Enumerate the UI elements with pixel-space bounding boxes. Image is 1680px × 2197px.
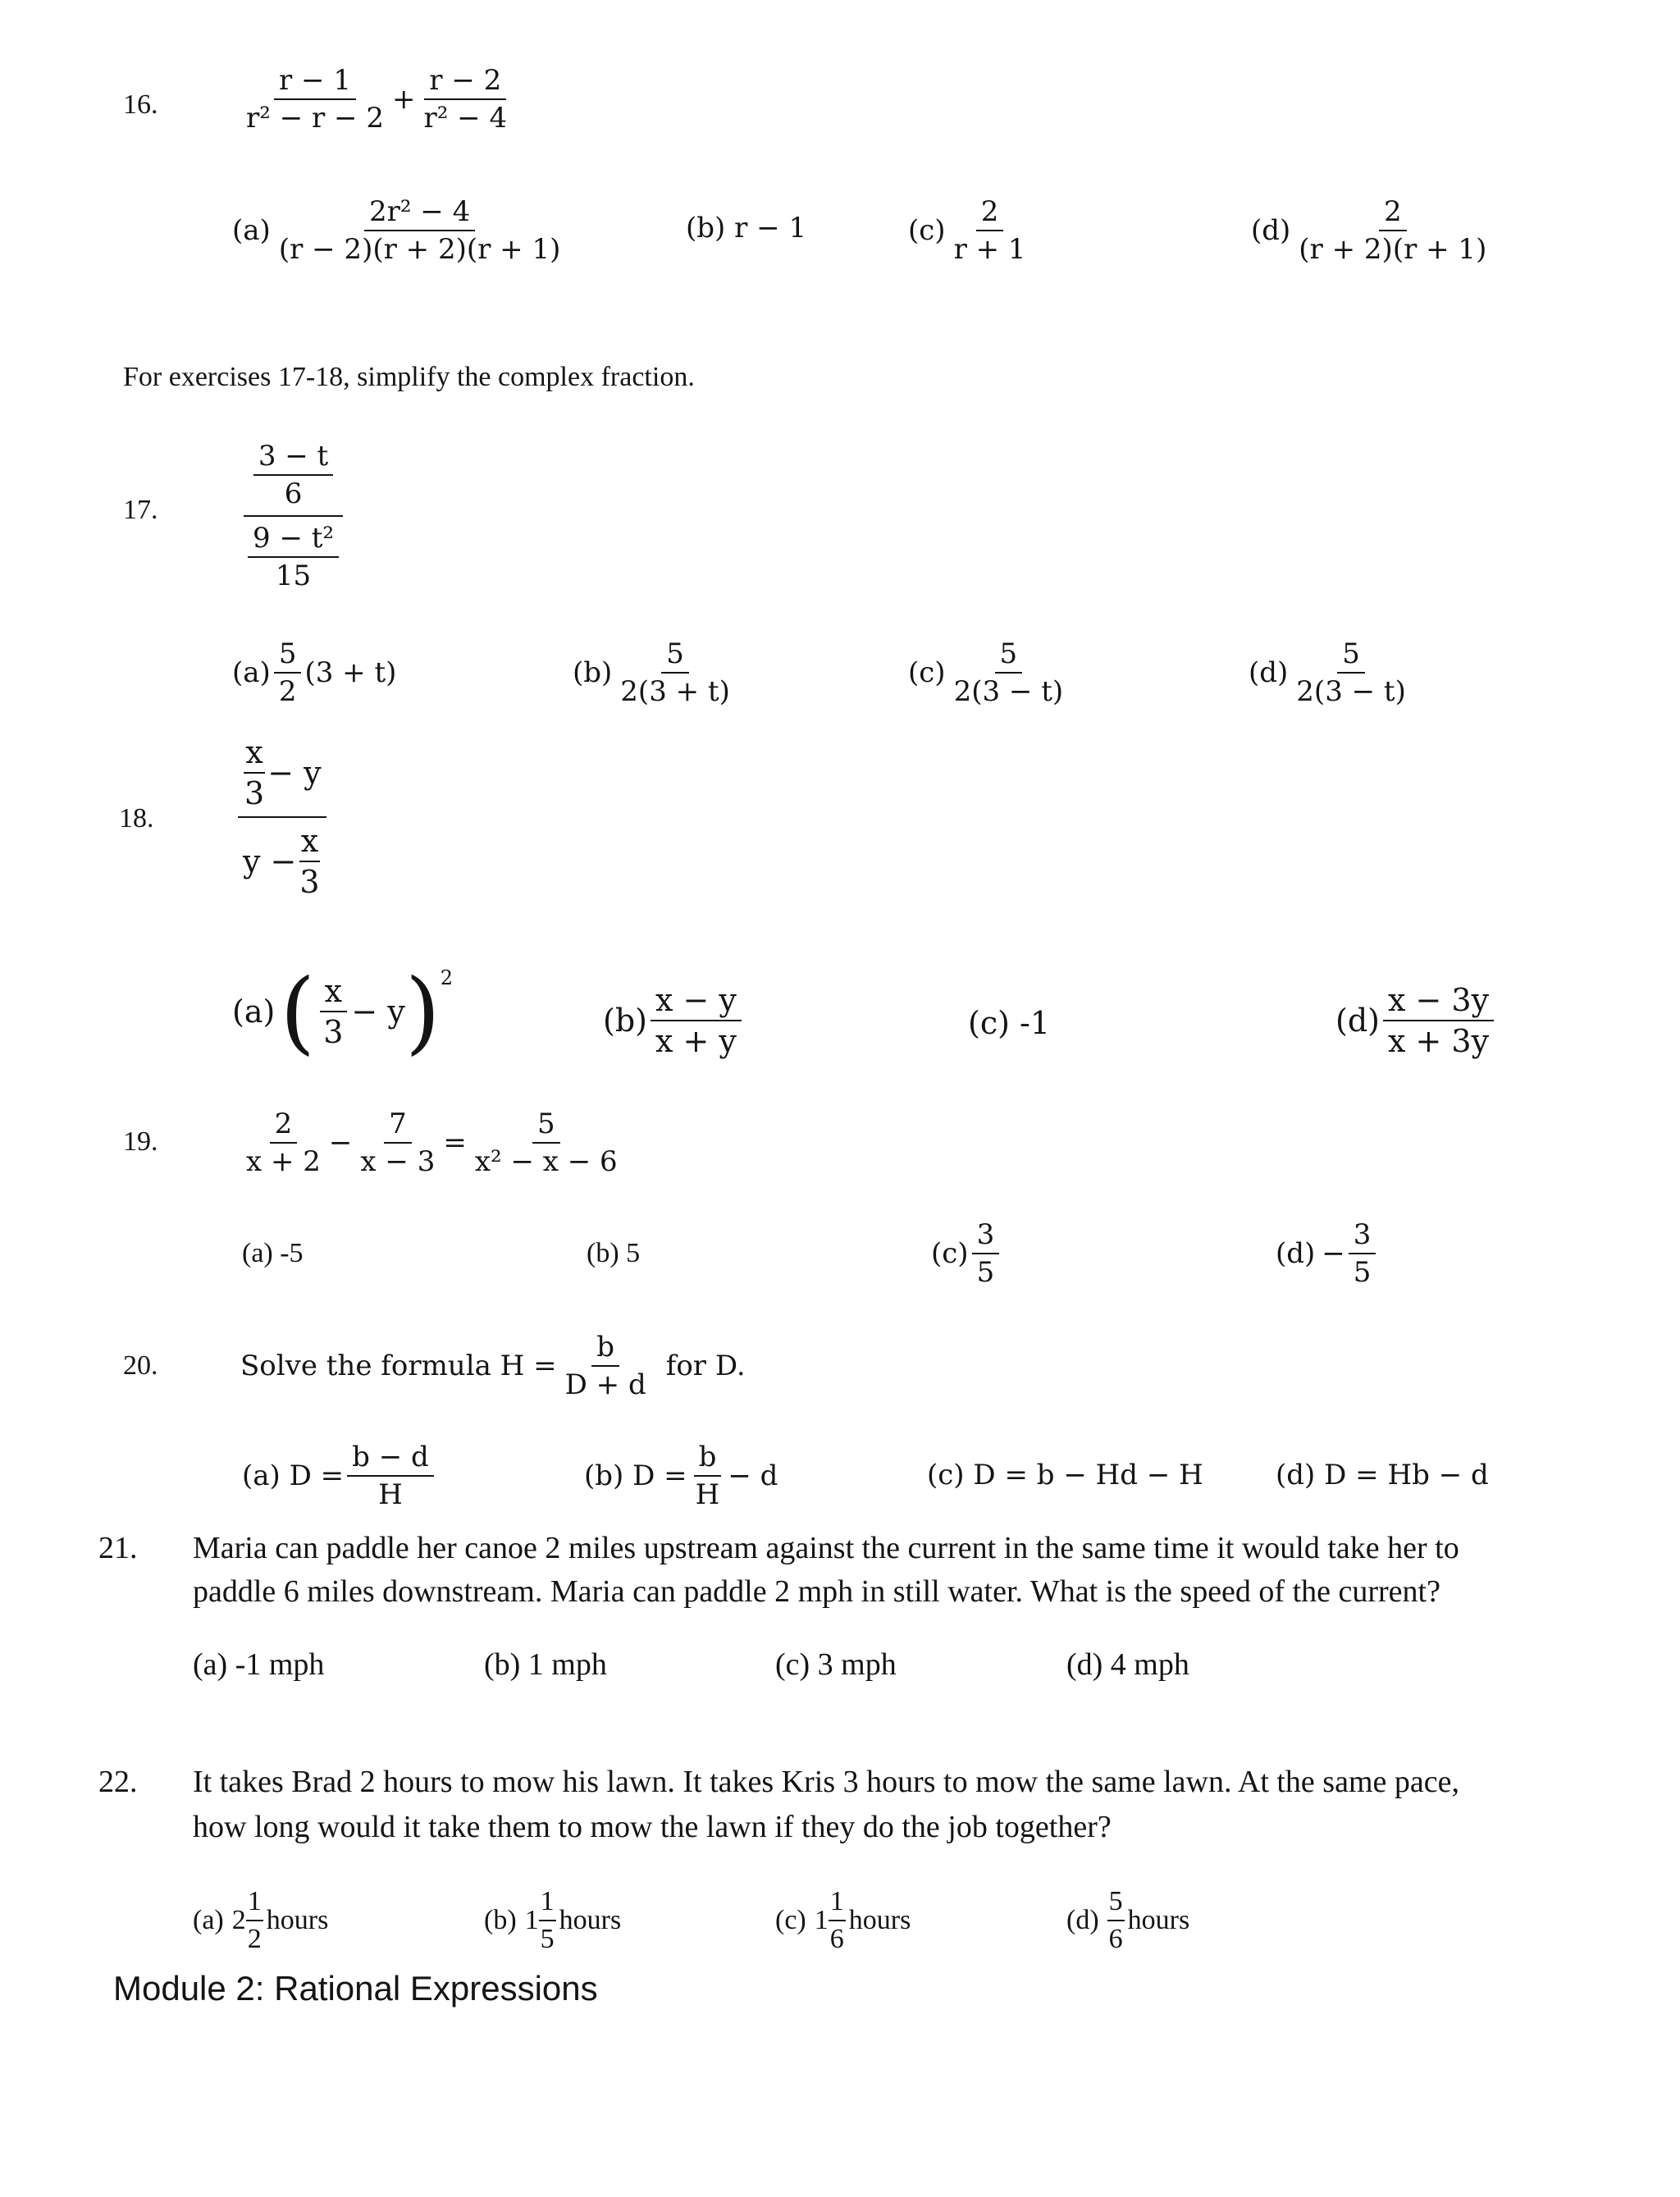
problem-18-number: 18. xyxy=(119,803,154,834)
left-paren: ( xyxy=(280,959,316,1064)
fraction: $\frac{2}{r + 1}$ xyxy=(953,195,1026,266)
problem-17-choice-c: (c) $\frac{5}{2(3 - t)}$ xyxy=(908,637,1071,708)
problem-20-number: 20. xyxy=(123,1350,158,1381)
problem-22-text-line-1: It takes Brad 2 hours to mow his lawn. It takes Kris 3 hours to mow the same lawn. At the same pace, xyxy=(193,1765,1459,1799)
fraction: $\frac{1}{2}$ xyxy=(247,1886,262,1954)
fraction: $\frac{1}{6}$ xyxy=(829,1886,844,1954)
problem-21-text-line-1: Maria can paddle her canoe 2 miles upstream against the current in the same time it would take her to xyxy=(193,1531,1459,1565)
problem-16-choice-c: (c) $\frac{2}{r + 1}$ xyxy=(908,195,1034,266)
fraction: $\frac{x}{3}$ − y y − $\frac{x}{3}$ xyxy=(238,734,326,900)
problem-18-choice-d: (d) $\frac{x - 3y}{x + 3y}$ xyxy=(1335,982,1497,1059)
fraction: $\frac{3 - t}{6}$ xyxy=(253,440,333,510)
problem-16-choice-b: (b) r − 1 xyxy=(686,212,807,244)
problem-21-number: 21. xyxy=(98,1531,138,1565)
problem-17-choice-d: (d) $\frac{5}{2(3 - t)}$ xyxy=(1249,637,1414,708)
fraction: $\frac{5}{2}$ xyxy=(274,637,302,708)
problem-20-choice-d: (d) D = Hb − d xyxy=(1276,1459,1489,1491)
problem-19-choice-a: (a) -5 xyxy=(242,1238,304,1268)
fraction: $\frac{b - d}{H}$ xyxy=(347,1441,434,1511)
fraction: $\frac{3}{5}$ xyxy=(1349,1218,1376,1289)
problem-22-choice-d: (d) $\frac{5}{6}$ hours xyxy=(1066,1886,1190,1954)
fraction: $\frac{\text{2r² − 4}}{(r - 2)(r + 2)(r + 1)}$ xyxy=(278,195,561,266)
fraction: $\frac{5}{2(3 + t)}$ xyxy=(620,637,730,708)
problem-19-choice-d: (d) − $\frac{3}{5}$ xyxy=(1276,1218,1379,1289)
problem-18-complex-fraction xyxy=(238,734,326,900)
problem-16-choice-d: (d) $\frac{2}{(r + 2)(r + 1)}$ xyxy=(1251,195,1495,266)
problem-22-text-line-2: how long would it take them to mow the lawn if they do the job together? xyxy=(193,1810,1112,1844)
problem-19-choice-c: (c) $\frac{3}{5}$ xyxy=(931,1218,1002,1289)
fraction: $\frac{5}{2(3 - t)}$ xyxy=(953,637,1064,708)
problem-19-choice-b: (b) 5 xyxy=(587,1238,641,1268)
problem-21-text-line-2: paddle 6 miles downstream. Maria can paddle 2 mph in still water. What is the speed of the current? xyxy=(193,1574,1440,1609)
problem-17-choice-a: (a) $\frac{5}{2}$ (3 + t) xyxy=(232,637,397,708)
fraction: $\frac{2}{(r + 2)(r + 1)}$ xyxy=(1299,195,1487,266)
problem-19-equation: $\frac{2}{x + 2}$ − $\frac{7}{x - 3}$ = $\frac{5}{\text{x² − x − 6}}$ xyxy=(238,1108,626,1178)
problem-20-choice-c: (c) D = b − Hd − H xyxy=(927,1459,1203,1491)
problem-21-choice-b: (b) 1 mph xyxy=(484,1647,607,1682)
module-footer: Module 2: Rational Expressions xyxy=(113,1969,598,2007)
fraction xyxy=(238,440,349,592)
problem-21-choice-c: (c) 3 mph xyxy=(775,1647,897,1682)
fraction: $\frac{x}{3}$ xyxy=(299,823,320,900)
fraction: $\frac{x - y}{x + y}$ xyxy=(651,982,742,1059)
problem-20-choice-b: (b) D = $\frac{b}{H}$ − d xyxy=(584,1441,778,1511)
fraction: $\frac{5}{6}$ xyxy=(1108,1886,1123,1954)
problem-17-complex-fraction xyxy=(238,440,349,592)
fraction: $\frac{\text{9 − t²}}{15}$ xyxy=(248,522,339,592)
fraction: $\frac{r - 2}{\text{r² − 4}}$ xyxy=(423,64,508,135)
problem-18-choice-b: (b) $\frac{x - y}{x + y}$ xyxy=(603,982,745,1059)
problem-18-choice-c: (c) -1 xyxy=(968,1005,1051,1041)
problem-22-choice-c: (c) 1 $\frac{1}{6}$ hours xyxy=(775,1886,911,1954)
problem-22-choice-b: (b) 1 $\frac{1}{5}$ hours xyxy=(484,1886,622,1954)
instruction-17-18: For exercises 17-18, simplify the complex fraction. xyxy=(123,362,695,392)
problem-17-choice-b: (b) $\frac{5}{2(3 + t)}$ xyxy=(573,637,738,708)
fraction: $\frac{5}{2(3 - t)}$ xyxy=(1296,637,1406,708)
fraction: $\frac{x}{3}$ xyxy=(244,734,265,811)
problem-16-expression: $\frac{r - 1}{\text{r² − r − 2}}$ + $\frac{r - 2}{\text{r² − 4}}$ xyxy=(238,64,515,135)
right-paren: ) xyxy=(404,959,441,1064)
problem-20-choice-a: (a) D = $\frac{b - d}{H}$ xyxy=(242,1441,437,1511)
problem-22-choice-a: (a) 2 $\frac{1}{2}$ hours xyxy=(193,1886,329,1954)
fraction: $\frac{5}{\text{x² − x − 6}}$ xyxy=(474,1108,618,1178)
problem-20-question: Solve the formula H = $\frac{b}{D + d}$ for D. xyxy=(240,1331,746,1401)
problem-16-number: 16. xyxy=(123,89,158,120)
problem-21-choice-d: (d) 4 mph xyxy=(1066,1647,1189,1682)
fraction: $\frac{2}{x + 2}$ xyxy=(246,1108,321,1178)
problem-17-number: 17. xyxy=(123,495,158,525)
problem-16-choice-a: (a) $\frac{\text{2r² − 4}}{(r - 2)(r + 2)(r + 1)}$ xyxy=(232,195,568,266)
fraction: $\frac{x - 3y}{x + 3y}$ xyxy=(1383,982,1494,1059)
problem-22-number: 22. xyxy=(98,1765,138,1799)
problem-19-number: 19. xyxy=(123,1126,158,1157)
fraction: $\frac{1}{5}$ xyxy=(540,1886,555,1954)
problem-21-choice-a: (a) -1 mph xyxy=(193,1647,325,1682)
problem-18-choice-a: (a) ( $\frac{x}{3}$ − y ) 2 xyxy=(232,959,454,1064)
fraction: $\frac{x}{3}$ xyxy=(318,973,348,1050)
fraction: $\frac{b}{H}$ xyxy=(691,1441,725,1511)
fraction: $\frac{3}{5}$ xyxy=(972,1218,1000,1289)
fraction: $\frac{r - 1}{\text{r² − r − 2}}$ xyxy=(246,64,384,135)
fraction: $\frac{7}{x - 3}$ xyxy=(360,1108,436,1178)
fraction: $\frac{b}{D + d}$ xyxy=(564,1331,646,1401)
